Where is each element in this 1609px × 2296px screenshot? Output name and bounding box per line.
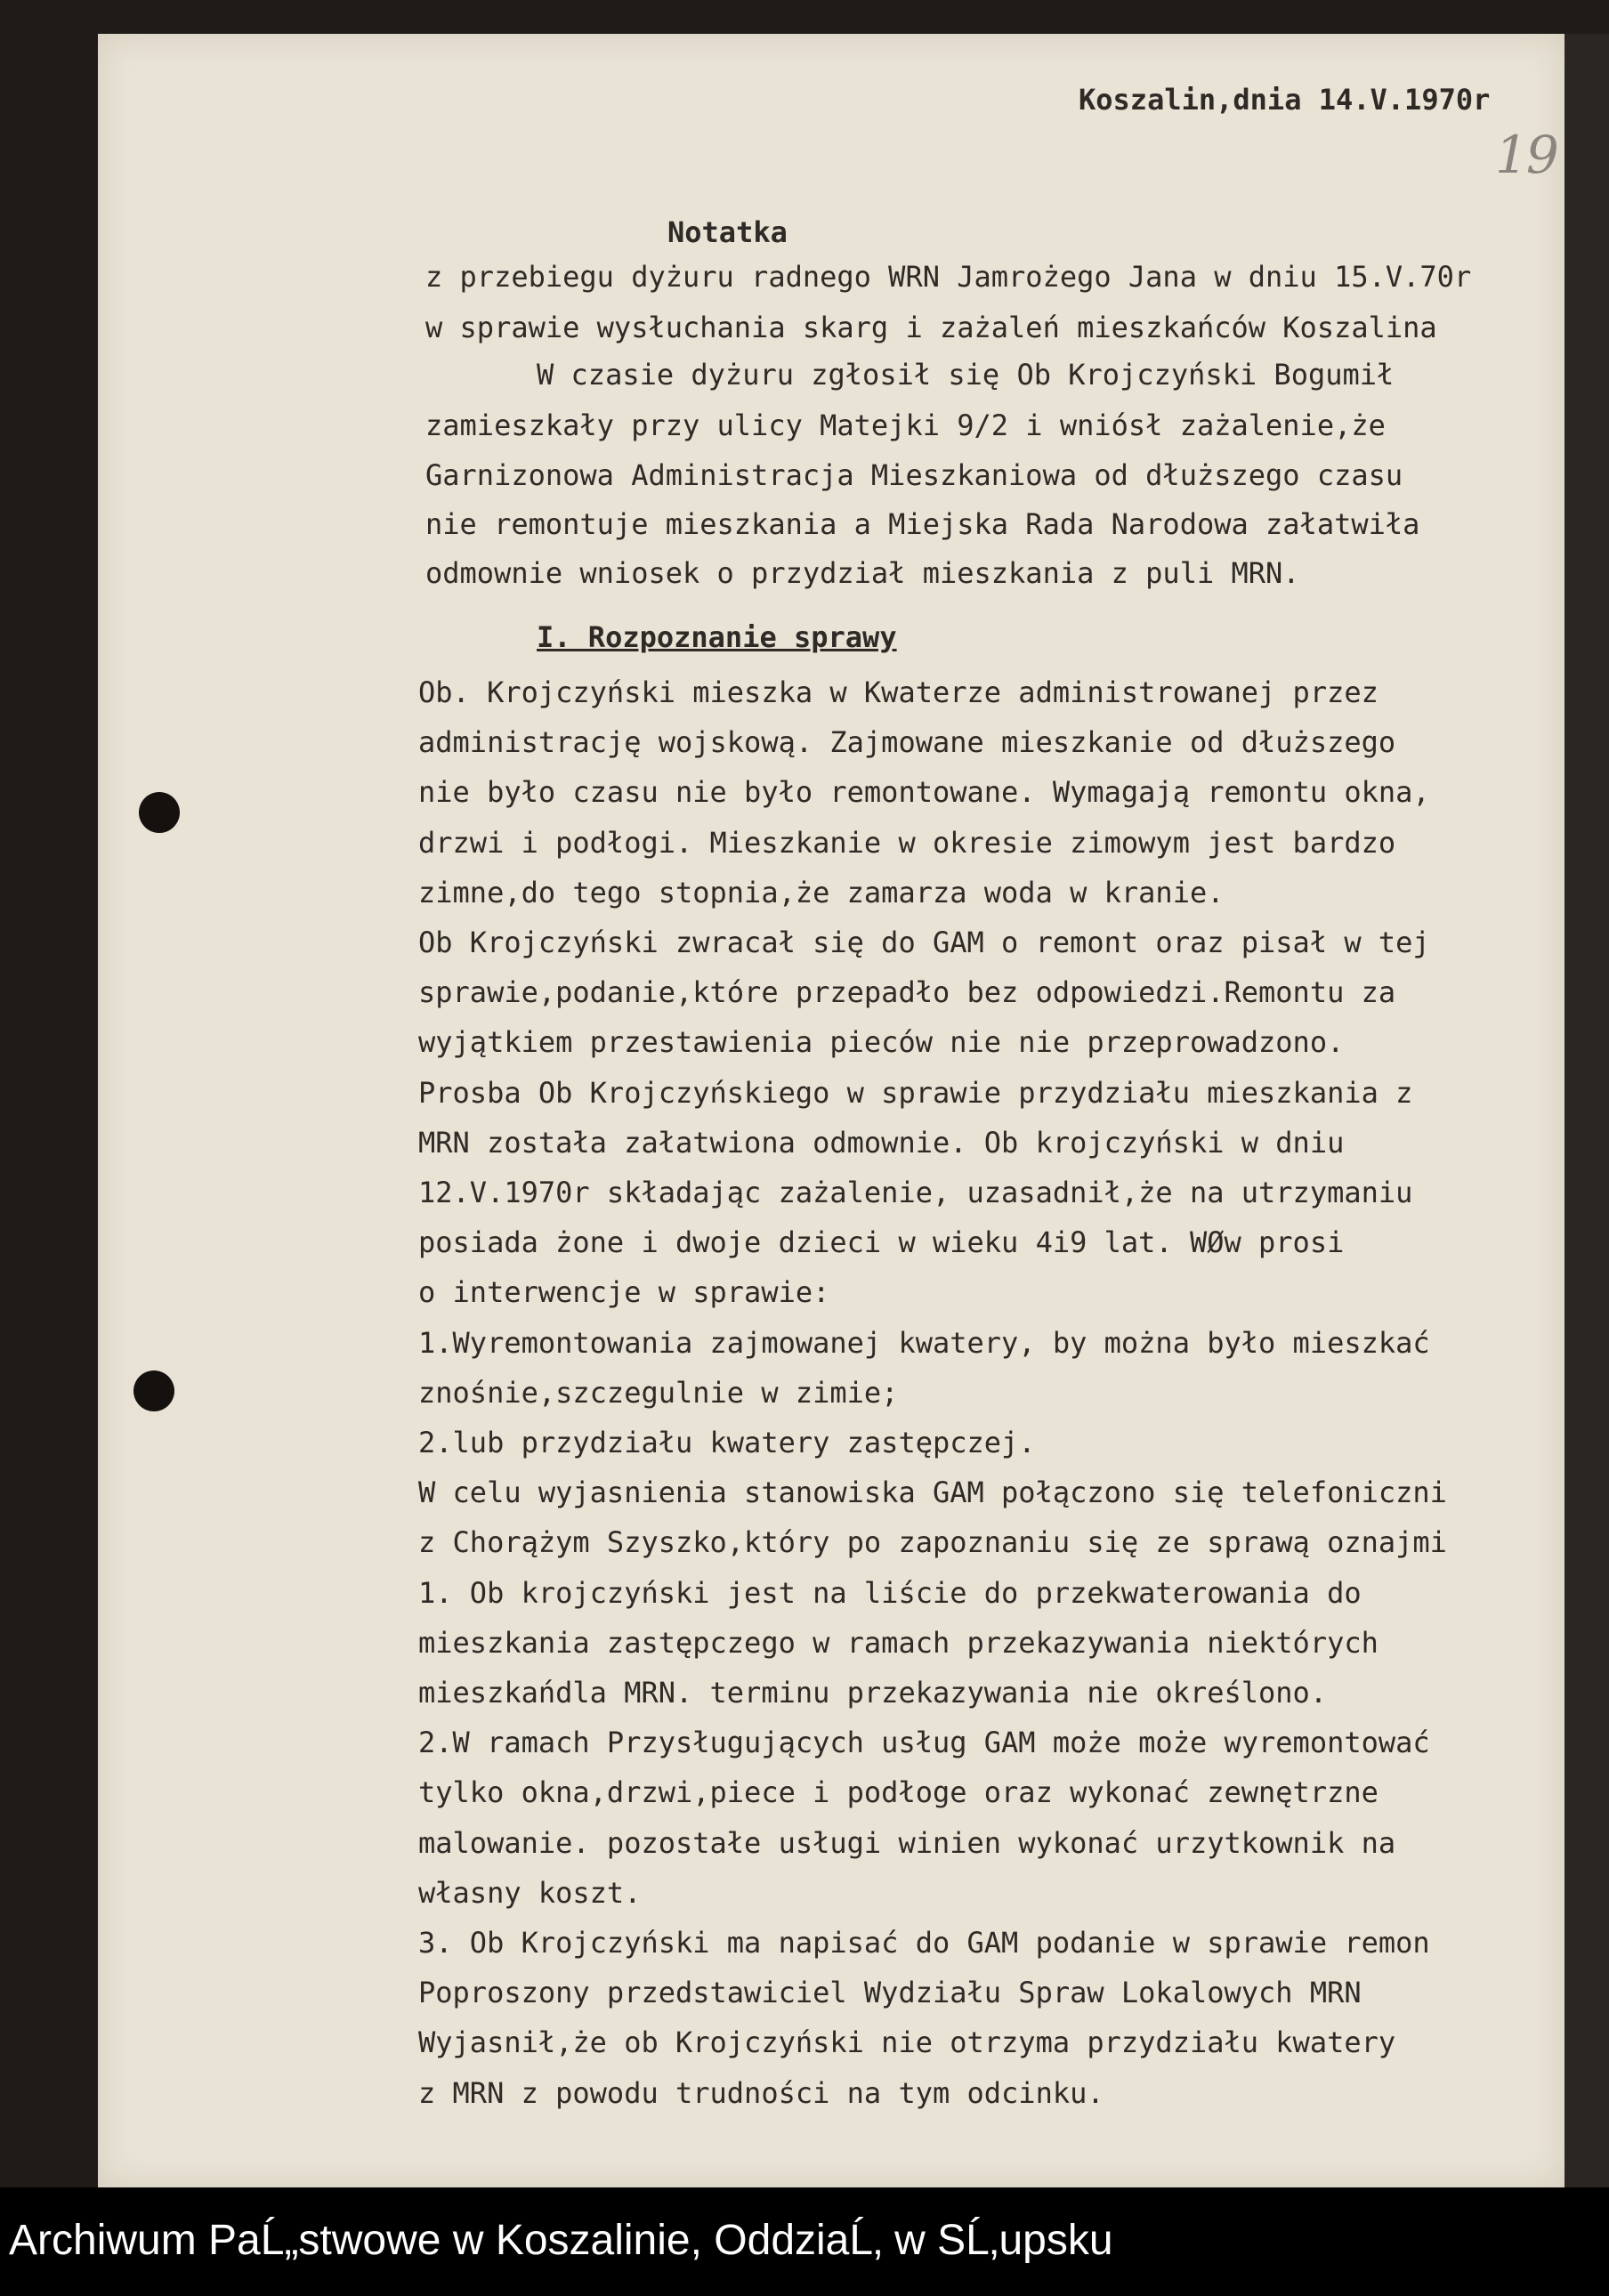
subtitle-line: w sprawie wysłuchania skarg i zażaleń mieszkańców Koszalina (425, 311, 1437, 344)
intro-line: zamieszkały przy ulicy Matejki 9/2 i wniósł zażalenie,że (425, 408, 1386, 442)
document-title: Notatka (667, 215, 788, 249)
intro-line: Garnizonowa Administracja Mieszkaniowa od dłuższego czasu (425, 458, 1403, 492)
body-line: 2.lub przydziału kwatery zastępczej. (418, 1426, 1036, 1459)
body-line: mieszkańdla MRN. terminu przekazywania nie określono. (418, 1676, 1328, 1710)
body-line: W celu wyjasnienia stanowiska GAM połączono się telefoniczni (418, 1475, 1447, 1509)
body-line: drzwi i podłogi. Mieszkanie w okresie zimowym jest bardzo (418, 826, 1396, 860)
punch-hole (133, 1370, 174, 1411)
body-line: znośnie,szczegulnie w zimie; (418, 1376, 899, 1410)
body-line: nie było czasu nie było remontowane. Wymagają remontu okna, (418, 775, 1430, 809)
body-line: posiada żone i dwoje dzieci w wieku 4i9 lat. WØw prosi (418, 1225, 1345, 1259)
body-line: z Chorążym Szyszko,który po zapoznaniu się ze sprawą oznajmi (418, 1525, 1447, 1559)
body-line: 3. Ob Krojczyński ma napisać do GAM podanie w sprawie remon (418, 1926, 1430, 1960)
body-line: malowanie. pozostałe usługi winien wykonać urzytkownik na (418, 1826, 1396, 1860)
document-page (98, 34, 1565, 2187)
body-line: 12.V.1970r składając zażalenie, uzasadnił,że na utrzymaniu (418, 1176, 1413, 1209)
body-line: administrację wojskową. Zajmowane mieszkanie od dłuższego (418, 725, 1396, 759)
section-heading: I. Rozpoznanie sprawy (537, 620, 897, 654)
archive-label: Archiwum PaĹ„stwowe w Koszalinie, OddziaĹ‚ w SĹ‚upsku (9, 2217, 1113, 2264)
subtitle-line: z przebiegu dyżuru radnego WRN Jamrożego Jana w dniu 15.V.70r (425, 260, 1472, 294)
body-line: o interwencje w sprawie: (418, 1275, 830, 1309)
intro-line: W czasie dyżuru zgłosił się Ob Krojczyński Bogumił (537, 358, 1395, 392)
body-line: Prosba Ob Krojczyńskiego w sprawie przydziału mieszkania z (418, 1076, 1413, 1110)
body-line: mieszkania zastępczego w ramach przekazywania niektórych (418, 1626, 1379, 1660)
body-line: z MRN z powodu trudności na tym odcinku. (418, 2076, 1104, 2110)
body-line: sprawie,podanie,które przepadło bez odpowiedzi.Remontu za (418, 975, 1396, 1009)
body-line: zimne,do tego stopnia,że zamarza woda w kranie. (418, 876, 1225, 910)
body-line: Poproszony przedstawiciel Wydziału Spraw Lokalowych MRN (418, 1976, 1362, 2009)
body-line: wyjątkiem przestawienia pieców nie nie przeprowadzono. (418, 1025, 1345, 1059)
body-line: tylko okna,drzwi,piece i podłoge oraz wykonać zewnętrzne (418, 1775, 1379, 1809)
body-line: MRN została załatwiona odmownie. Ob krojczyński w dniu (418, 1126, 1345, 1160)
body-line: 1. Ob krojczyński jest na liście do przekwaterowania do (418, 1576, 1362, 1610)
body-line: 1.Wyremontowania zajmowanej kwatery, by można było mieszkać (418, 1326, 1430, 1360)
body-line: własny koszt. (418, 1876, 642, 1910)
scan-edge (1565, 34, 1609, 2187)
body-line: Ob Krojczyński zwracał się do GAM o remont oraz pisał w tej (418, 926, 1430, 959)
intro-line: odmownie wniosek o przydział mieszkania z puli MRN. (425, 556, 1300, 590)
body-line: 2.W ramach Przysługujących usług GAM może może wyremontować (418, 1726, 1430, 1759)
page-number-annotation: 19 (1495, 125, 1557, 185)
date-line: Koszalin,dnia 14.V.1970r (1079, 83, 1491, 117)
body-line: Ob. Krojczyński mieszka w Kwaterze administrowanej przez (418, 675, 1379, 709)
intro-line: nie remontuje mieszkania a Miejska Rada Narodowa załatwiła (425, 507, 1420, 541)
punch-hole (139, 792, 180, 833)
body-line: Wyjasnił,że ob Krojczyński nie otrzyma przydziału kwatery (418, 2025, 1396, 2059)
